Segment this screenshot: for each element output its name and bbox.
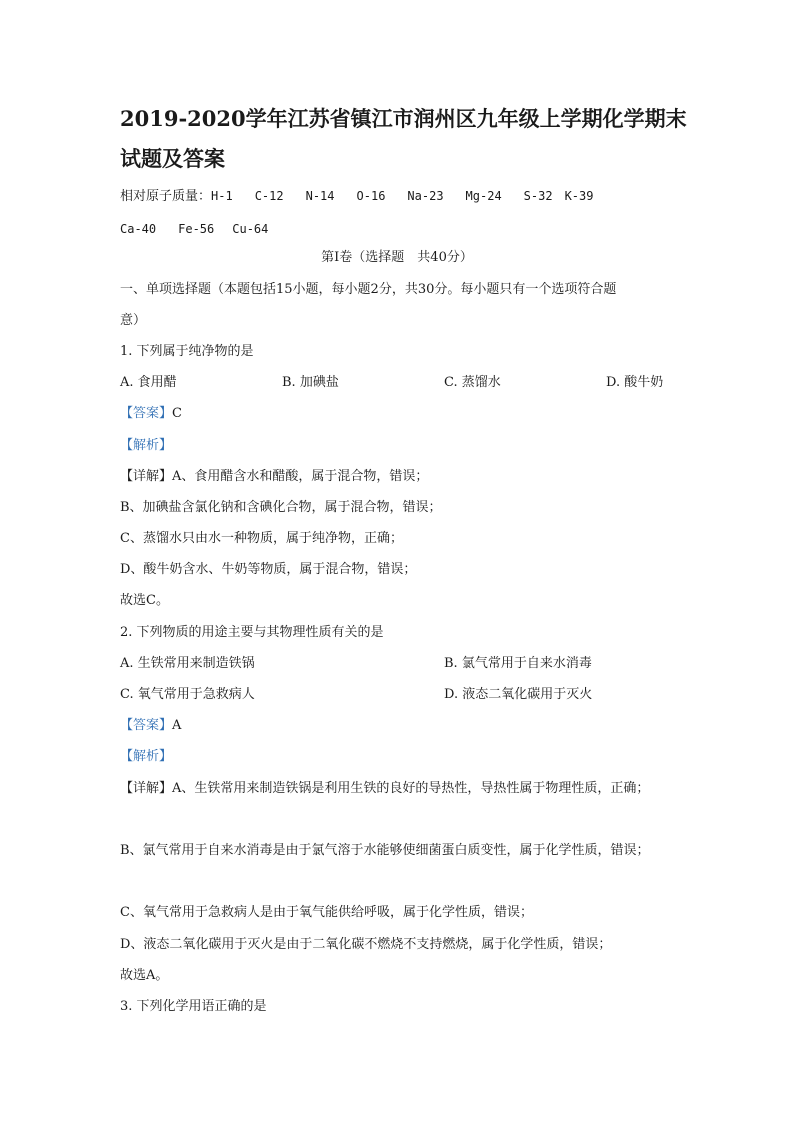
section1-intro-line2: 意） — [120, 313, 147, 328]
q1-answer — [120, 404, 182, 424]
q1-stem: 1. 下列属于纯净物的是 — [120, 344, 254, 359]
q2-answer-value: A — [172, 718, 182, 733]
q2-option-d: D. 液态二氧化碳用于灭火 — [444, 687, 593, 702]
answer-tag: 【答案】 — [120, 718, 173, 733]
q2-detail-c: C、氧气常用于急救病人是由于氧气能供给呼吸，属于化学性质，错误； — [120, 905, 533, 920]
q2-option-c: C. 氧气常用于急救病人 — [120, 687, 255, 702]
atomic-mass-item: O-16 — [356, 189, 386, 203]
q2-detail-a — [120, 779, 649, 799]
q1-conclusion: 故选C。 — [120, 593, 169, 608]
q1-detail-a-text: A、食用醋含水和醋酸，属于混合物，错误； — [172, 469, 429, 484]
q2-detail-b: B、氯气常用于自来水消毒是由于氯气溶于水能够使细菌蛋白质变性，属于化学性质，错误； — [120, 843, 650, 858]
q2-detail-d: D、液态二氧化碳用于灭火是由于二氧化碳不燃烧不支持燃烧，属于化学性质，错误； — [120, 937, 612, 952]
q1-detail-b: B、加碘盐含氯化钠和含碘化合物，属于混合物，错误； — [120, 500, 442, 515]
section1-intro-line1: 一、单项选择题（本题包括15小题，每小题2分，共30分。每小题只有一个选项符合题 — [120, 282, 617, 297]
atomic-mass-label: 相对原子质量： — [120, 189, 212, 204]
q1-option-d: D. 酸牛奶 — [606, 375, 664, 390]
page-title-line2: 试题及答案 — [120, 146, 225, 171]
q1-answer-value: C — [172, 406, 182, 421]
detail-tag: 【详解】 — [120, 469, 173, 484]
q3-stem: 3. 下列化学用语正确的是 — [120, 999, 267, 1014]
atomic-mass-item: Ca-40 — [120, 222, 157, 236]
q2-conclusion: 故选A。 — [120, 968, 169, 983]
q2-option-b: B. 氯气常用于自来水消毒 — [444, 656, 592, 671]
atomic-mass-item: Mg-24 — [465, 189, 502, 203]
atomic-mass-item: S-32 — [523, 189, 553, 203]
q1-detail-d: D、酸牛奶含水、牛奶等物质，属于混合物，错误； — [120, 562, 417, 577]
atomic-mass-item: C-12 — [254, 189, 284, 203]
volume-heading: 第Ⅰ卷（选择题 共40分） — [321, 250, 473, 265]
q1-analysis — [120, 436, 172, 456]
page-title-line1: 2019-2020学年江苏省镇江市润州区九年级上学期化学期末 — [120, 106, 687, 131]
q2-stem: 2. 下列物质的用途主要与其物理性质有关的是 — [120, 625, 384, 640]
q2-detail-a-text: A、生铁常用来制造铁锅是利用生铁的良好的导热性，导热性属于物理性质，正确； — [172, 781, 650, 796]
atomic-mass-item: N-14 — [305, 189, 335, 203]
atomic-mass-row1 — [120, 186, 615, 207]
answer-tag: 【答案】 — [120, 406, 173, 421]
atomic-mass-row2 — [120, 219, 290, 240]
atomic-mass-item: Na-23 — [407, 189, 444, 203]
atomic-mass-item: Fe-56 — [178, 222, 215, 236]
q1-option-a: A. 食用醋 — [120, 375, 177, 390]
q2-answer — [120, 716, 181, 736]
analysis-tag: 【解析】 — [120, 438, 173, 453]
q1-detail-c: C、蒸馏水只由水一种物质，属于纯净物，正确； — [120, 531, 403, 546]
atomic-mass-item: Cu-64 — [232, 222, 269, 236]
atomic-mass-item: H-1 — [211, 189, 233, 203]
atomic-mass-item: K-39 — [564, 189, 594, 203]
detail-tag: 【详解】 — [120, 781, 173, 796]
q1-detail-a — [120, 467, 428, 487]
q2-analysis — [120, 747, 172, 767]
q2-option-a: A. 生铁常用来制造铁锅 — [120, 656, 255, 671]
analysis-tag: 【解析】 — [120, 749, 173, 764]
q1-option-c: C. 蒸馏水 — [444, 375, 501, 390]
q1-option-b: B. 加碘盐 — [282, 375, 339, 390]
